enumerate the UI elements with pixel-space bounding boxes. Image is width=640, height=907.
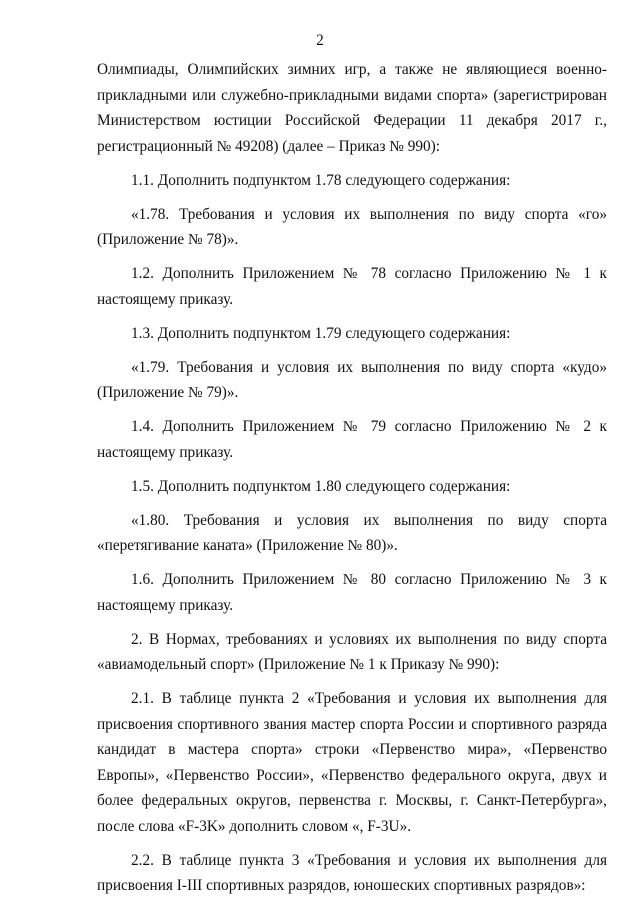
paragraph-1-1: 1.1. Дополнить подпунктом 1.78 следующего содержания:: [131, 171, 511, 189]
paragraph-1-5: 1.5. Дополнить подпунктом 1.80 следующего содержания:: [131, 477, 511, 495]
paragraph-1-78-quote: «1.78. Требования и условия их выполнения по виду спорта «го» (Приложение № 78)».: [97, 205, 607, 248]
document-body: [97, 57, 607, 907]
paragraph-2-1: 2.1. В таблице пункта 2 «Требования и условия их выполнения для присвоения спортивного звания мастер спорта России и спортивного разряда кандидат в мастера спорта» строки «Первенство мира», «Первенство Европы», «Первенство России», «Первенство федерального округа, двух и более федеральных округов, первенства г. Москвы, г. Санкт-Петербурга», после слова «F-3K» дополнить словом «, F-3U».: [97, 690, 607, 835]
paragraph-1-80-quote: «1.80. Требования и условия их выполнения по виду спорта «перетягивание каната» (Приложение № 80)».: [97, 511, 607, 554]
paragraph-1-4: 1.4. Дополнить Приложением № 79 согласно Приложению № 2 к настоящему приказу.: [97, 418, 607, 461]
paragraph-1-6: 1.6. Дополнить Приложением № 80 согласно Приложению № 3 к настоящему приказу.: [97, 571, 607, 614]
paragraph-2-2: 2.2. В таблице пункта 3 «Требования и условия их выполнения для присвоения I-III спортивных разрядов, юношеских спортивных разрядов»:: [97, 851, 607, 894]
paragraph-2: 2. В Нормах, требованиях и условиях их выполнения по виду спорта «авиамодельный спорт» (Приложение № 1 к Приказу № 990):: [97, 630, 607, 673]
page-number: 2: [316, 32, 324, 49]
paragraph-intro-continuation: Олимпиады, Олимпийских зимних игр, а также не являющиеся военно-прикладными или служебно-прикладными видами спорта» (зарегистрирован Министерством юстиции Российской Федерации 11 декабря 2017 г., регистрационный № 49208) (далее – Приказ № 990):: [97, 61, 607, 155]
paragraph-1-2: 1.2. Дополнить Приложением № 78 согласно Приложению № 1 к настоящему приказу.: [97, 265, 607, 308]
paragraph-1-79-quote: «1.79. Требования и условия их выполнения по виду спорта «кудо» (Приложение № 79)».: [97, 358, 607, 401]
paragraph-1-3: 1.3. Дополнить подпунктом 1.79 следующего содержания:: [131, 324, 511, 342]
